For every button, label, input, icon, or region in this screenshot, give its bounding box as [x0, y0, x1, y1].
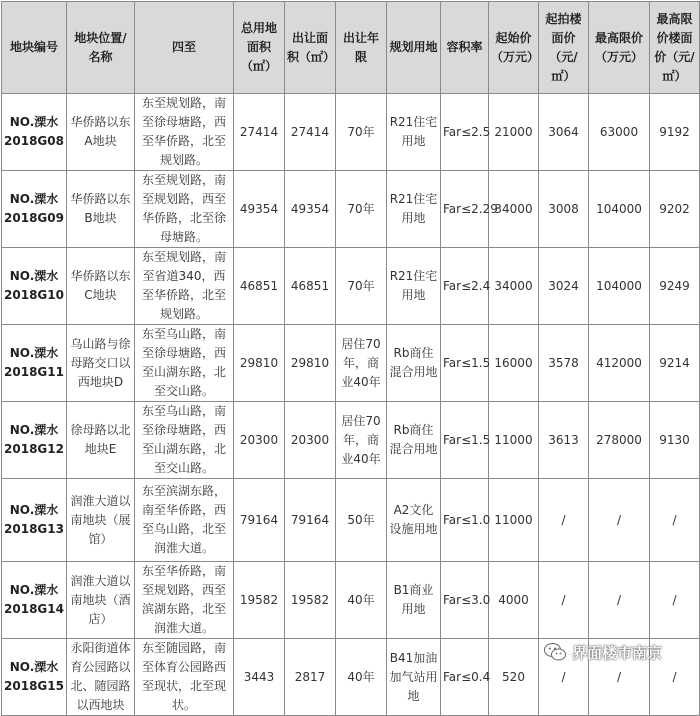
max-floor-price-cell: 9214 [650, 325, 700, 402]
start-floor-price-cell: 3008 [539, 171, 589, 248]
total-area-cell: 79164 [234, 479, 285, 562]
sale-area-cell: 20300 [285, 402, 336, 479]
far-cell: Far≤2.5 [441, 94, 489, 171]
parcel-id-cell: NO.溧水2018G09 [2, 171, 67, 248]
max-price-cell: 278000 [589, 402, 650, 479]
header-cell: 出让面积（㎡） [285, 2, 336, 94]
parcel-id-cell: NO.溧水2018G08 [2, 94, 67, 171]
table-row [2, 248, 700, 325]
sale-area-cell: 19582 [285, 562, 336, 639]
table-row [2, 479, 700, 562]
boundaries-cell: 东至规划路，南至省道340，西至华侨路，北至规划路。 [135, 248, 234, 325]
max-price-cell: 104000 [589, 248, 650, 325]
parcel-id-cell: NO.溧水2018G10 [2, 248, 67, 325]
watermark [543, 640, 662, 664]
total-area-cell: 19582 [234, 562, 285, 639]
start-price-cell: 34000 [489, 171, 539, 248]
term-cell: 70年 [336, 248, 387, 325]
parcel-id-cell: NO.溧水2018G13 [2, 479, 67, 562]
max-price-cell: 104000 [589, 171, 650, 248]
parcel-id-cell: NO.溧水2018G15 [2, 639, 67, 716]
header-cell: 规划用地 [387, 2, 441, 94]
land-use-cell: Rb商住混合用地 [387, 402, 441, 479]
start-floor-price-cell: / [539, 639, 589, 716]
max-floor-price-cell: 9202 [650, 171, 700, 248]
far-cell: Far≤0.4 [441, 639, 489, 716]
total-area-cell: 3443 [234, 639, 285, 716]
total-area-cell: 20300 [234, 402, 285, 479]
start-price-cell: 11000 [489, 479, 539, 562]
parcel-id-cell: NO.溧水2018G14 [2, 562, 67, 639]
boundaries-cell: 东至乌山路，南至徐母塘路，西至山湖东路，北至交山路。 [135, 325, 234, 402]
land-auction-table [1, 1, 700, 716]
term-cell: 居住70年，商业40年 [336, 402, 387, 479]
header-cell: 最高限价（万元） [589, 2, 650, 94]
header-cell: 起拍楼面价（元/㎡） [539, 2, 589, 94]
table-row [2, 562, 700, 639]
start-floor-price-cell: / [539, 479, 589, 562]
total-area-cell: 27414 [234, 94, 285, 171]
sale-area-cell: 46851 [285, 248, 336, 325]
max-floor-price-cell: / [650, 479, 700, 562]
boundaries-cell: 东至华侨路，南至规划路，西至滨湖东路，北至润淮大道。 [135, 562, 234, 639]
land-use-cell: B41加油加气站用地 [387, 639, 441, 716]
boundaries-cell: 东至规划路，南至徐母塘路，西至华侨路，北至规划路。 [135, 94, 234, 171]
term-cell: 居住70年，商业40年 [336, 325, 387, 402]
far-cell: Far≤2.29 [441, 171, 489, 248]
max-price-cell: / [589, 479, 650, 562]
start-price-cell: 21000 [489, 94, 539, 171]
max-price-cell: 63000 [589, 94, 650, 171]
land-use-cell: B1商业用地 [387, 562, 441, 639]
location-cell: 华侨路以东C地块 [67, 248, 135, 325]
start-price-cell: 16000 [489, 325, 539, 402]
far-cell: Far≤3.0 [441, 562, 489, 639]
header-row [2, 2, 700, 94]
location-cell: 华侨路以东B地块 [67, 171, 135, 248]
term-cell: 70年 [336, 171, 387, 248]
start-floor-price-cell: 3578 [539, 325, 589, 402]
header-cell: 容积率 [441, 2, 489, 94]
header-cell: 四至 [135, 2, 234, 94]
header-cell: 起始价（万元） [489, 2, 539, 94]
sale-area-cell: 2817 [285, 639, 336, 716]
term-cell: 70年 [336, 94, 387, 171]
max-floor-price-cell: / [650, 639, 700, 716]
far-cell: Far≤1.5 [441, 402, 489, 479]
boundaries-cell: 东至规划路，南至规划路，西至华侨路，北至徐母塘路。 [135, 171, 234, 248]
header-cell: 最高限价楼面价（元/㎡） [650, 2, 700, 94]
header-cell: 地块编号 [2, 2, 67, 94]
table-row [2, 171, 700, 248]
max-floor-price-cell: 9192 [650, 94, 700, 171]
start-price-cell: 4000 [489, 562, 539, 639]
parcel-id-cell: NO.溧水2018G12 [2, 402, 67, 479]
sale-area-cell: 79164 [285, 479, 336, 562]
term-cell: 50年 [336, 479, 387, 562]
far-cell: Far≤2.4 [441, 248, 489, 325]
land-use-cell: Rb商住混合用地 [387, 325, 441, 402]
start-floor-price-cell: / [539, 562, 589, 639]
boundaries-cell: 东至滨湖东路，南至华侨路，西至乌山路，北至润淮大道。 [135, 479, 234, 562]
land-use-cell: R21住宅用地 [387, 171, 441, 248]
table-row [2, 325, 700, 402]
max-floor-price-cell: 9130 [650, 402, 700, 479]
location-cell: 徐母路以北地块E [67, 402, 135, 479]
start-floor-price-cell: 3064 [539, 94, 589, 171]
parcel-id-cell: NO.溧水2018G11 [2, 325, 67, 402]
header-cell: 总用地面积（㎡） [234, 2, 285, 94]
max-floor-price-cell: 9249 [650, 248, 700, 325]
land-use-cell: R21住宅用地 [387, 94, 441, 171]
total-area-cell: 46851 [234, 248, 285, 325]
max-price-cell: 412000 [589, 325, 650, 402]
table-row [2, 94, 700, 171]
start-floor-price-cell: 3613 [539, 402, 589, 479]
location-cell: 乌山路与徐母路交口以西地块D [67, 325, 135, 402]
boundaries-cell: 东至随园路，南至体育公园路西至现状，北至现状。 [135, 639, 234, 716]
start-floor-price-cell: 3024 [539, 248, 589, 325]
wechat-icon [543, 640, 567, 664]
start-price-cell: 520 [489, 639, 539, 716]
header-cell: 地块位置/名称 [67, 2, 135, 94]
total-area-cell: 49354 [234, 171, 285, 248]
boundaries-cell: 东至乌山路，南至徐母塘路，西至山湖东路，北至交山路。 [135, 402, 234, 479]
land-use-cell: A2文化设施用地 [387, 479, 441, 562]
total-area-cell: 29810 [234, 325, 285, 402]
sale-area-cell: 27414 [285, 94, 336, 171]
location-cell: 永阳街道体育公园路以北、随园路以西地块 [67, 639, 135, 716]
location-cell: 润淮大道以南地块（酒店） [67, 562, 135, 639]
term-cell: 40年 [336, 639, 387, 716]
table-row [2, 402, 700, 479]
far-cell: Far≤1.0 [441, 479, 489, 562]
term-cell: 40年 [336, 562, 387, 639]
start-price-cell: 34000 [489, 248, 539, 325]
max-price-cell: / [589, 639, 650, 716]
start-price-cell: 11000 [489, 402, 539, 479]
max-price-cell: / [589, 562, 650, 639]
watermark-text: 界面楼市南京 [572, 643, 663, 662]
sale-area-cell: 49354 [285, 171, 336, 248]
land-use-cell: R21住宅用地 [387, 248, 441, 325]
location-cell: 润淮大道以南地块（展馆） [67, 479, 135, 562]
far-cell: Far≤1.5 [441, 325, 489, 402]
location-cell: 华侨路以东A地块 [67, 94, 135, 171]
max-floor-price-cell: / [650, 562, 700, 639]
header-cell: 出让年限 [336, 2, 387, 94]
sale-area-cell: 29810 [285, 325, 336, 402]
